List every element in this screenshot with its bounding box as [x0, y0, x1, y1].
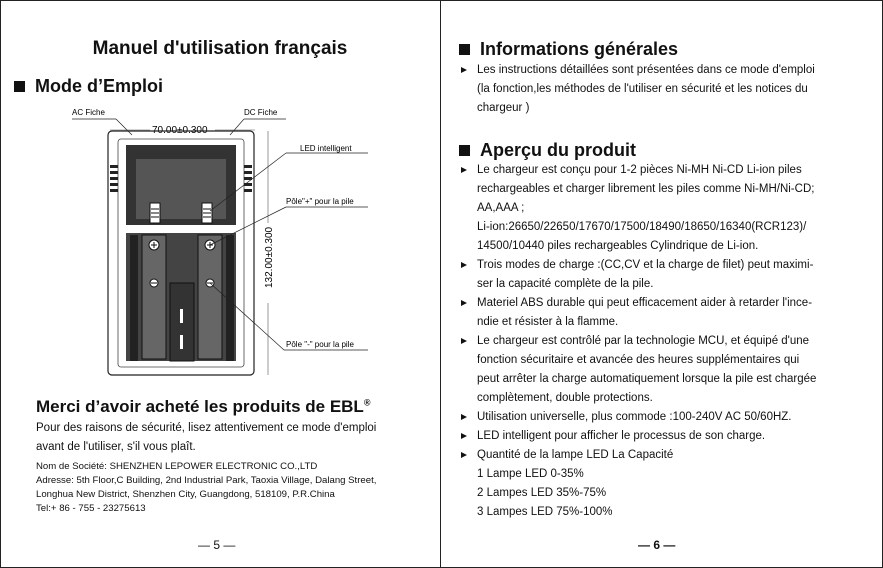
led-label: LED intelligent [300, 144, 352, 153]
safety-paragraph [36, 419, 426, 457]
list-item: Les instructions détaillées sont présentées dans ce mode d'emploi (la fonction,les méthodes de l'utiliser en sécurité et les notices du chargeur ) [460, 61, 877, 118]
list-item-line: complètement, double protections. [477, 392, 653, 404]
company-line: Longhua New District, Shenzhen City, Guangdong, 518109, P.R.China [36, 489, 335, 500]
list-item-line: Le chargeur est contrôlé par la technologie MCU, et équipé d'une [477, 335, 810, 347]
height-dimension: 132.00±0.300 [264, 226, 275, 288]
page-number-left: — 5 — [198, 538, 236, 552]
bullet-triangle-icon [461, 300, 467, 306]
apercu-heading-text: Aperçu du produit [480, 140, 636, 160]
list-item [460, 332, 877, 408]
list-item-line: 14500/10440 piles rechargeables Cylindrique de Li-ion. [477, 240, 759, 252]
list-item-line: Trois modes de charge :(CC,CV et la charge de filet) peut maximi- [477, 259, 814, 271]
list-item-line: 3 Lampes LED 75%-100% [477, 506, 613, 518]
heading-square-icon [459, 145, 470, 156]
thanks-heading [36, 397, 370, 417]
page-number-right: — 6 — [638, 538, 676, 552]
list-item-line: LED intelligent pour afficher le processus de son charge. [477, 430, 766, 442]
dc-fiche-label: DC Fiche [244, 108, 278, 117]
list-item [460, 427, 877, 446]
bullet-triangle-icon [461, 338, 467, 344]
bullet-triangle-icon [461, 433, 467, 439]
mode-heading-text: Mode d’Emploi [35, 76, 163, 96]
heading-square-icon [459, 44, 470, 55]
company-line: Nom de Société: SHENZHEN LEPOWER ELECTRONIC CO.,LTD [36, 461, 318, 472]
company-line: Adresse: 5th Floor,C Building, 2nd Industrial Park, Taoxia Village, Dalang Street, [36, 475, 377, 486]
bullet-triangle-icon [461, 167, 467, 173]
list-item [460, 446, 877, 522]
manual-title: Manuel d'utilisation français [92, 38, 348, 59]
thanks-text: Merci d’avoir acheté les produits de EBL [36, 397, 364, 416]
safety-line: Pour des raisons de sécurité, lisez attentivement ce mode d'emploi [36, 422, 377, 434]
info-heading [459, 39, 678, 60]
list-item-line: Li-ion:26650/22650/17670/17500/18490/18650/16340(RCR123)/ [477, 221, 807, 233]
positive-pole-label: Pôle"+" pour la pile [286, 197, 354, 206]
negative-pole-label: Pôle "-" pour la pile [286, 340, 354, 349]
bullet-triangle-icon [461, 67, 467, 73]
list-item-line: rechargeables et charger librement les piles comme Ni-MH/Ni-CD; [477, 183, 815, 195]
list-item-line: Materiel ABS durable qui peut efficacement aider à retarder l'ince- [477, 297, 813, 309]
registered-mark: ® [363, 397, 371, 408]
bullet-triangle-icon [461, 414, 467, 420]
list-item [460, 161, 877, 256]
list-item-line: 2 Lampes LED 35%-75% [477, 487, 607, 499]
list-item-line: fonction sécuritaire et avancée des heures supplémentaires qui [477, 354, 800, 366]
mode-heading [14, 76, 163, 97]
list-item-line: ndie et résister à la flamme. [477, 316, 619, 328]
list-item-line: Le chargeur est conçu pour 1-2 pièces Ni-MH Ni-CD Li-ion piles [477, 164, 802, 176]
company-info [36, 460, 436, 516]
heading-square-icon [14, 81, 25, 92]
list-item-line: ser la capacité complète de la pile. [477, 278, 654, 290]
bullet-triangle-icon [461, 262, 467, 268]
info-heading-text: Informations générales [480, 39, 679, 59]
apercu-heading [459, 140, 636, 161]
company-line: Tel:+ 86 - 755 - 23275613 [36, 503, 146, 514]
ac-fiche-label: AC Fiche [72, 108, 105, 117]
width-dimension: 70.00±0.300 [152, 125, 208, 136]
list-item-line: Quantité de la lampe LED La Capacité [477, 449, 674, 461]
safety-line: avant de l'utiliser, s'il vous plaît. [36, 441, 196, 453]
list-item [460, 408, 877, 427]
apercu-list [460, 161, 877, 522]
bullet-triangle-icon [461, 452, 467, 458]
list-item [460, 256, 877, 294]
info-list [460, 61, 877, 118]
list-item-line: 1 Lampe LED 0-35% [477, 468, 584, 480]
page-divider [440, 0, 441, 568]
charger-diagram [60, 103, 380, 388]
list-item-line: Utilisation universelle, plus commode :100-240V AC 50/60HZ. [477, 411, 792, 423]
list-item [460, 294, 877, 332]
list-item-line: AA,AAA ; [477, 202, 525, 214]
list-item-line: peut arrêter la charge automatiquement lorsque la pile est chargée [477, 373, 817, 385]
